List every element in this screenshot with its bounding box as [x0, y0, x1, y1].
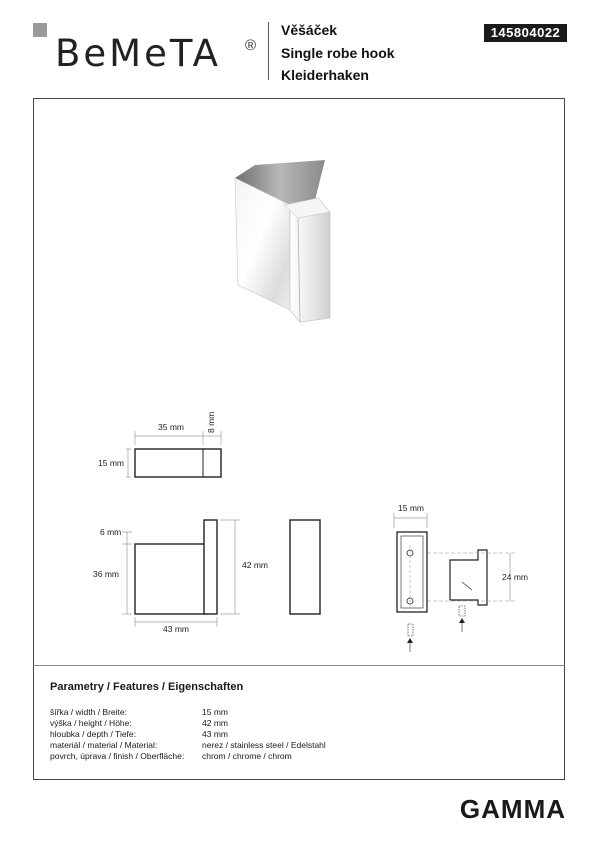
- dim-mount-width: 15 mm: [398, 503, 424, 513]
- product-title-en: Single robe hook: [281, 45, 395, 61]
- dim-front-body: 36 mm: [93, 569, 119, 579]
- features-heading: Parametry / Features / Eigenschaften: [50, 681, 244, 693]
- top-view: [126, 431, 221, 477]
- series-name: GAMMA: [459, 794, 566, 824]
- feature-value: 15 mm: [202, 707, 228, 717]
- dim-top-width: 35 mm: [158, 422, 184, 432]
- feature-label: hloubka / depth / Tiefe:: [50, 729, 137, 739]
- registered-mark: ®: [245, 37, 257, 54]
- dim-top-cap: 8 mm: [206, 411, 216, 433]
- feature-value: 42 mm: [202, 718, 228, 728]
- dim-front-top: 6 mm: [100, 527, 122, 537]
- feature-label: šířka / width / Breite:: [50, 707, 127, 717]
- product-photo: [235, 160, 330, 322]
- dim-mount-spacing: 24 mm: [502, 572, 528, 582]
- dim-top-height: 15 mm: [98, 458, 124, 468]
- dim-front-depth: 43 mm: [163, 624, 189, 634]
- section-divider: [33, 665, 565, 666]
- logo-wordmark: BeMeTA: [55, 32, 221, 75]
- feature-value: 43 mm: [202, 729, 228, 739]
- feature-label: výška / height / Höhe:: [50, 718, 132, 728]
- feature-label: materiál / material / Material:: [50, 740, 158, 750]
- side-view: [290, 520, 320, 614]
- feature-label: povrch, úprava / finish / Oberfläche:: [50, 751, 185, 761]
- product-title-cz: Věšáček: [281, 22, 338, 38]
- feature-value: chrom / chrome / chrom: [202, 751, 292, 761]
- front-view: [122, 520, 240, 627]
- feature-value: nerez / stainless steel / Edelstahl: [202, 740, 326, 750]
- dim-front-total: 42 mm: [242, 560, 268, 570]
- product-title-de: Kleiderhaken: [281, 67, 369, 83]
- mounting-view: [394, 513, 515, 652]
- product-code-badge: 145804022: [484, 24, 567, 42]
